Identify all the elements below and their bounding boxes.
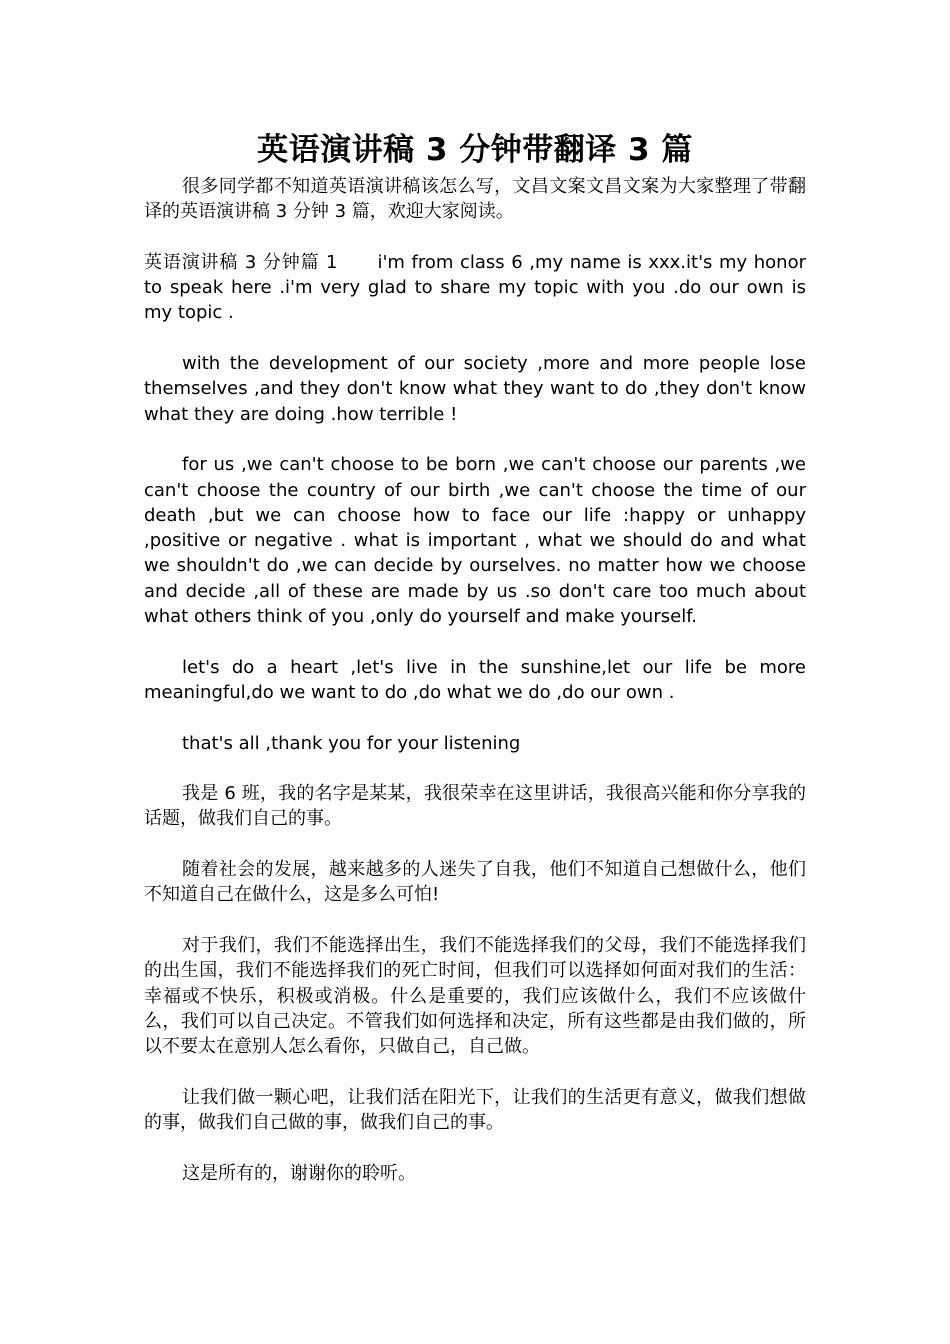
- paragraph-gap: [144, 629, 806, 654]
- chinese-paragraph-3: 对于我们，我们不能选择出生，我们不能选择我们的父母，我们不能选择我们的出生国，我们不能选择我们的死亡时间，但我们可以选择如何面对我们的生活：幸福或不快乐，积极或消极。什么是重要的，我们应该做什么，我们不应该做什么，我们可以自己决定。不管我们如何选择和决定，所有这些都是由我们做的，所以不要太在意别人怎么看你，只做自己，自己做。: [144, 934, 806, 1058]
- document-title: 英语演讲稿 3 分钟带翻译 3 篇: [257, 132, 693, 168]
- intro-paragraph: 很多同学都不知道英语演讲稿该怎么写，文昌文案文昌文案为大家整理了带翻译的英语演讲稿 3 分钟 3 篇，欢迎大家阅读。: [144, 176, 806, 223]
- paragraph-gap: [144, 908, 806, 933]
- english-paragraph-1: [144, 250, 806, 326]
- english-paragraph-1-text: i'm from class 6 ,my name is xxx.it's my honor to speak here .i'm very glad to share my topic with you .do our own is my topic .: [144, 251, 806, 324]
- paragraph-gap: [144, 427, 806, 452]
- english-paragraph-4: let's do a heart ,let's live in the sunshine,let our life be more meaningful,do we want to do ,do what we do ,do our own .: [144, 656, 806, 703]
- paragraph-gap: [144, 326, 806, 351]
- paragraph-gap: [144, 1059, 806, 1084]
- paragraph-gap: [144, 832, 806, 857]
- paragraph-gap: [144, 225, 806, 250]
- chinese-paragraph-2: 随着社会的发展，越来越多的人迷失了自我，他们不知道自己想做什么，他们不知道自己在做什么，这是多么可怕!: [144, 859, 806, 906]
- english-paragraph-2: with the development of our society ,more and more people lose themselves ,and they don't know what they want to do ,they don't know what they are doing .how terrible !: [144, 353, 806, 425]
- paragraph-gap: [144, 756, 806, 781]
- paragraph-gap: [144, 1135, 806, 1160]
- document-page: [144, 128, 806, 1186]
- chinese-paragraph-4: 让我们做一颗心吧，让我们活在阳光下，让我们的生活更有意义，做我们想做的事，做我们自己做的事，做我们自己的事。: [144, 1086, 806, 1133]
- chinese-paragraph-1: 我是 6 班，我的名字是某某，我很荣幸在这里讲话，我很高兴能和你分享我的话题，做我们自己的事。: [144, 783, 806, 830]
- english-paragraph-5: that's all ,thank you for your listening: [182, 732, 521, 754]
- chinese-paragraph-5: 这是所有的，谢谢你的聆听。: [182, 1162, 416, 1184]
- english-paragraph-3: for us ,we can't choose to be born ,we can't choose our parents ,we can't choose the country of our birth ,we can't choose the time of our death ,but we can choose how to face our life :happy or unhappy ,positive or negative . what is important , what we should do and what we shouldn't do ,we can decide by ourselves. no matter how we choose and decide ,all of these are made by us .so don't care too much about what others think of you ,only do yourself and make yourself.: [144, 454, 806, 628]
- paragraph-gap: [144, 705, 806, 730]
- section-heading: 英语演讲稿 3 分钟篇 1: [144, 251, 338, 273]
